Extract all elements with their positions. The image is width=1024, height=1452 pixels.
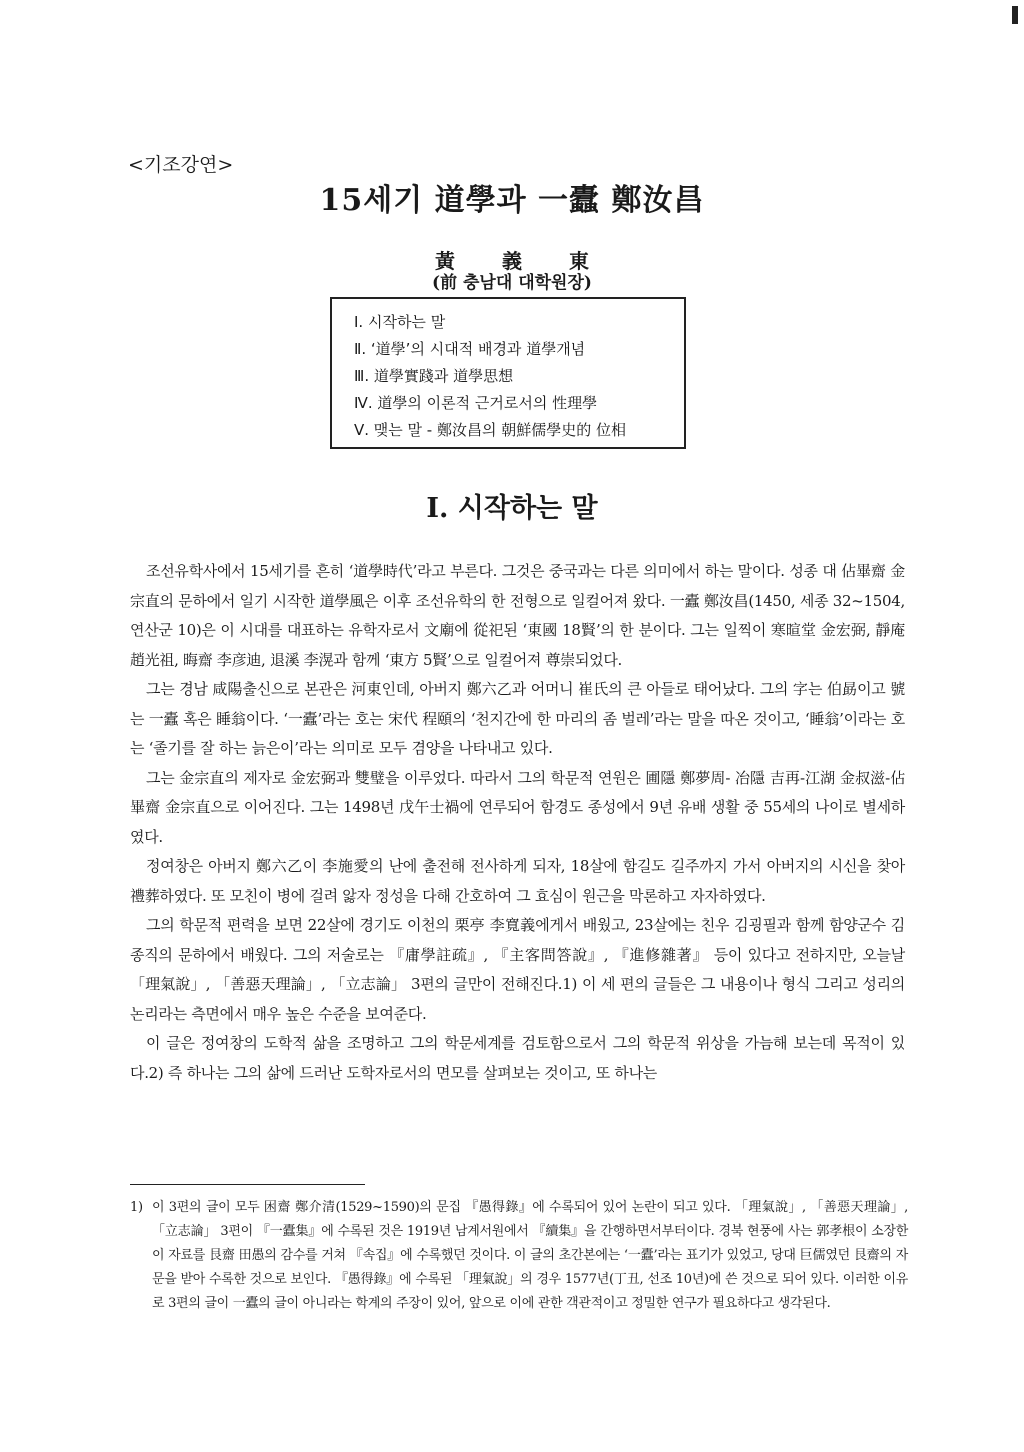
toc-item-4: Ⅳ. 道學의 이론적 근거로서의 性理學 bbox=[354, 394, 598, 412]
paragraph: 조선유학사에서 15세기를 흔히 ‘道學時代’라고 부른다. 그것은 중국과는 다른 의미에서 하는 말이다. 성종 대 佔畢齋 金宗直의 문하에서 일기 시작한 道學風은 이후 조선유학의 한 전형으로 일컬어져 왔다. 一蠹 鄭汝昌(1450, 세종 32~1504, 연산군 10)은 이 시대를 대표하는 유학자로서 文廟에 從祀된 ‘東國 18賢’의 한 분이다. 그는 일찍이 寒暄堂 金宏弼, 靜庵 趙光祖, 晦齋 李彦迪, 退溪 李滉과 함께 ‘東方 5賢’으로 일컬어져 尊崇되었다. bbox=[130, 562, 905, 669]
author-affiliation: (前 충남대 대학원장) bbox=[432, 273, 592, 293]
paragraph: 그는 경남 咸陽출신으로 본관은 河東인데, 아버지 鄭六乙과 어머니 崔氏의 큰 아들로 태어났다. 그의 字는 伯勗이고 號는 一蠹 혹은 睡翁이다. ‘一蠹’라는 호는 宋代 程頤의 ‘천지간에 한 마리의 좀 벌레’라는 말을 따온 것이고, ‘睡翁’이라는 호는 ‘졸기를 잘 하는 늙은이’라는 의미로 모두 겸양을 나타내고 있다. bbox=[130, 680, 905, 757]
paragraph: 그는 金宗直의 제자로 金宏弼과 雙璧을 이루었다. 따라서 그의 학문적 연원은 圃隱 鄭夢周- 冶隱 吉再-江湖 金叔滋-佔畢齋 金宗直으로 이어진다. 그는 1498년 戊午士禍에 연루되어 함경도 종성에서 9년 유배 생활 중 55세의 나이로 별세하였다. bbox=[130, 768, 905, 846]
section-heading: Ⅰ. 시작하는 말 bbox=[426, 493, 598, 524]
footnote bbox=[130, 1196, 908, 1316]
toc-item-5: Ⅴ. 맺는 말 - 鄭汝昌의 朝鮮儒學史的 位相 bbox=[354, 421, 627, 439]
author-name: 黃 義 東 bbox=[435, 249, 609, 273]
toc-item-3: Ⅲ. 道學實踐과 道學思想 bbox=[354, 367, 514, 385]
toc-item-1: Ⅰ. 시작하는 말 bbox=[354, 313, 446, 331]
footnote-text: 이 3편의 글이 모두 困齋 鄭介清(1529~1590)의 문집 『愚得錄』에 수록되어 있어 논란이 되고 있다. 「理氣說」, 「善惡天理論」, 「立志論」 3편이 『一蠹集』에 수록된 것은 1919년 남계서원에서 『續集』을 간행하면서부터이다. 경북 현풍에 사는 郭孝根이 소장한 이 자료를 艮齋 田愚의 감수를 거쳐 『속집』에 수록했던 것이다. 이 글의 초간본에는 ‘一蠹’라는 표기가 있었고, 당대 巨儒였던 艮齋의 자문을 받아 수록한 것으로 보인다. 『愚得錄』에 수록된 「理氣說」의 경우 1577년(丁丑, 선조 10년)에 쓴 것으로 되어 있다. 이러한 이유로 3편의 글이 一蠹의 글이 아니라는 학계의 주장이 있어, 앞으로 이에 관한 객관적이고 정밀한 연구가 필요하다고 생각된다. bbox=[152, 1200, 908, 1311]
body-text bbox=[130, 557, 905, 1088]
scan-edge-mark bbox=[1012, 6, 1018, 24]
page-title: 15세기 道學과 一蠹 鄭汝昌 bbox=[319, 183, 705, 218]
footnote-divider bbox=[130, 1184, 365, 1185]
footnote-number: 1) bbox=[130, 1200, 143, 1215]
toc-item-2: Ⅱ. ‘道學’의 시대적 배경과 道學개념 bbox=[354, 340, 586, 358]
paragraph: 정여창은 아버지 鄭六乙이 李施愛의 난에 출전해 전사하게 되자, 18살에 함길도 길주까지 가서 아버지의 시신을 찾아 禮葬하였다. 또 모친이 병에 걸려 앓자 정성을 다해 간호하여 그 효심이 원근을 막론하고 자자하였다. bbox=[130, 857, 905, 905]
table-of-contents bbox=[330, 297, 686, 449]
page-label: <기조강연> bbox=[128, 154, 234, 176]
paragraph: 이 글은 정여창의 도학적 삶을 조명하고 그의 학문세계를 검토함으로서 그의 학문적 위상을 가늠해 보는데 목적이 있다.2) 즉 하나는 그의 삶에 드러난 도학자로서의 면모를 살펴보는 것이고, 또 하나는 bbox=[130, 1034, 905, 1082]
paragraph: 그의 학문적 편력을 보면 22살에 경기도 이천의 栗亭 李寬義에게서 배웠고, 23살에는 친우 김굉필과 함께 함양군수 김종직의 문하에서 배웠다. 그의 저술로는 『庸學註疏』, 『主客問答說』, 『進修雜著』 등이 있다고 전하지만, 오늘날 「理氣說」, 「善惡天理論」, 「立志論」 3편의 글만이 전해진다.1) 이 세 편의 글들은 그 내용이나 형식 그리고 성리의 논리라는 측면에서 매우 높은 수준을 보여준다. bbox=[130, 916, 905, 1023]
